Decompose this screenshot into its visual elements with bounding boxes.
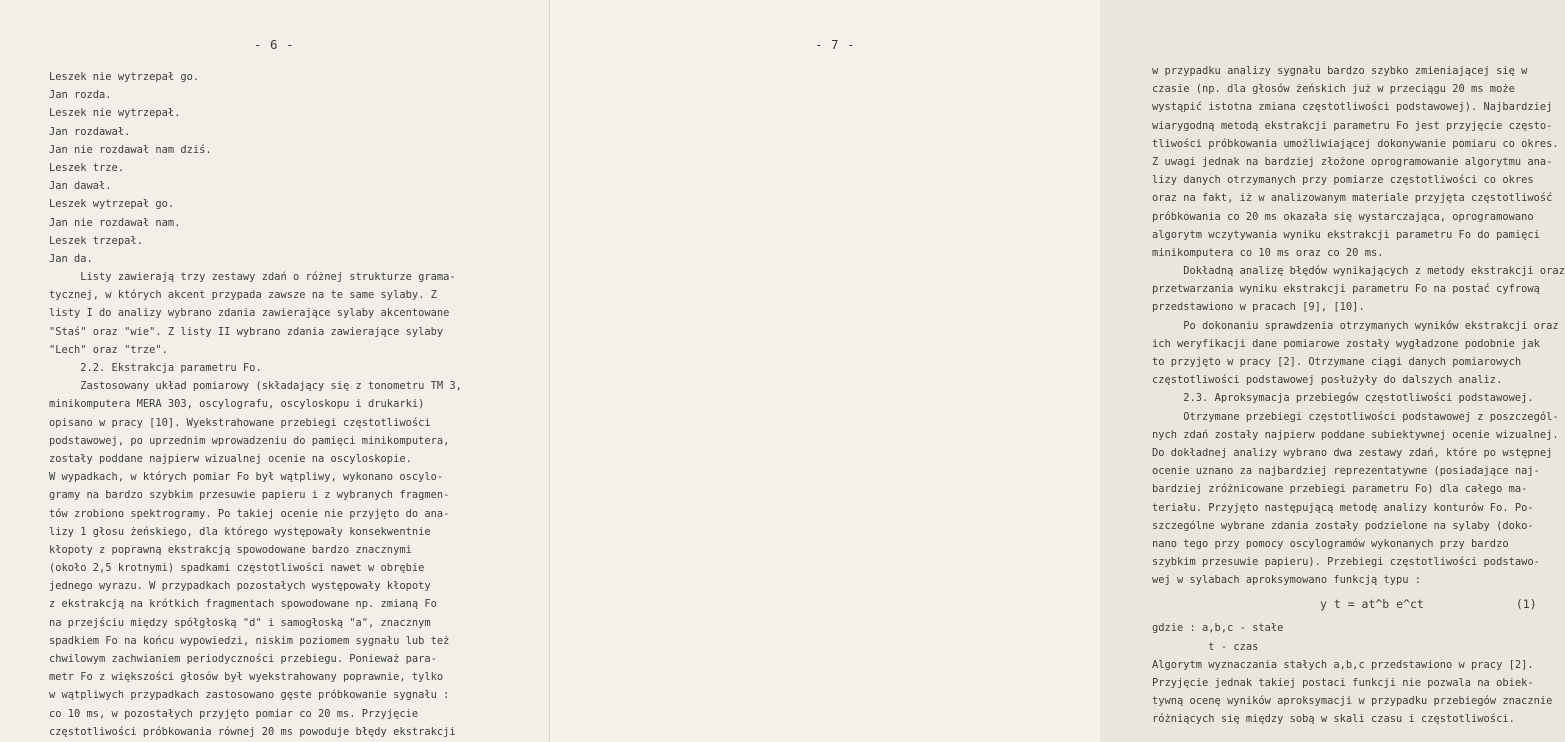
text-line: minikomputera co 10 ms oraz co 20 ms. xyxy=(1152,246,1384,259)
text-line: Po dokonaniu sprawdzenia otrzymanych wyników ekstrakcji oraz xyxy=(1152,319,1559,332)
right-page-number: - 7 - xyxy=(815,37,856,52)
text-line: (około 2,5 krotnymi) spadkami częstotliwości nawet w obrębie xyxy=(49,562,425,575)
text-line: próbkowania co 20 ms okazała się wystarczająca, oprogramowano xyxy=(1152,210,1534,223)
text-line: ich weryfikacji dane pomiarowe zostały wygładzone podobnie jak xyxy=(1152,337,1540,350)
text-line: wej w sylabach aproksymowano funkcją typu : xyxy=(1152,574,1421,587)
text-line: Listy zawierają trzy zestawy zdań o różnej strukturze grama- xyxy=(49,271,456,284)
text-line: lizy danych otrzymanych przy pomiarze częstotliwości co okres xyxy=(1152,174,1534,187)
text-line: listy I do analizy wybrano zdania zawierające sylaby akcentowane xyxy=(49,307,450,320)
text-line: Algorytm wyznaczania stałych a,b,c przedstawiono w pracy [2]. xyxy=(1152,658,1534,671)
text-line: Leszek trzepał. xyxy=(49,234,143,247)
text-line: Leszek trze. xyxy=(49,161,125,174)
text-line: nych zdań zostały najpierw poddane subiektywnej ocenie wizualnej. xyxy=(1152,428,1559,441)
text-line: Jan rozda. xyxy=(49,89,112,102)
text-line: w przypadku analizy sygnału bardzo szybko zmieniającej się w xyxy=(1152,65,1528,77)
text-line: przetwarzania wyniku ekstrakcji parametru Fo na postać cyfrową xyxy=(1152,283,1540,296)
text-line: gdzie : a,b,c - stałe xyxy=(1152,622,1284,635)
left-page-body xyxy=(49,68,462,741)
text-line: to przyjęto w pracy [2]. Otrzymane ciągi danych pomiarowych xyxy=(1152,356,1522,368)
text-line: tycznej, w których akcent przypada zawsze na te same sylaby. Z xyxy=(49,289,437,302)
text-line: zostały poddane najpierw wizualnej ocenie na oscyloskopie. xyxy=(49,452,412,465)
text-line: t - czas xyxy=(1152,640,1259,653)
text-line: algorytm wczytywania wyniku ekstrakcji parametru Fo do pamięci xyxy=(1152,228,1540,241)
text-line: "Lech" oraz "trze". xyxy=(49,343,168,356)
text-line: na przejściu między spółgłoską "d" i samogłoską "a", znacznym xyxy=(49,616,431,629)
text-line: częstotliwości próbkowania równej 20 ms powoduje błędy ekstrakcji xyxy=(49,725,456,738)
text-line: oraz na fakt, iż w analizowanym materiale przyjęta częstotliwość xyxy=(1152,192,1553,205)
text-line: Jan da. xyxy=(49,252,93,265)
equation-line xyxy=(1152,589,1565,619)
text-line: wiarygodną metodą ekstrakcji parametru Fo jest przyjęcie często- xyxy=(1152,119,1553,132)
text-line: wystąpić istotna zmiana częstotliwości podstawowej). Najbardziej xyxy=(1152,101,1553,114)
right-page xyxy=(550,0,1565,742)
text-line: Leszek nie wytrzepał. xyxy=(49,107,181,120)
text-line: Leszek wytrzepał go. xyxy=(49,198,175,211)
text-line: lizy 1 głosu żeńskiego, dla którego występowały konsekwentnie xyxy=(49,525,431,538)
text-line: tliwości próbkowania umożliwiającej dokonywanie pomiaru co okres. xyxy=(1152,137,1559,150)
text-line: co 10 ms, w pozostałych przyjęto pomiar co 20 ms. Przyjęcie xyxy=(49,707,419,720)
text-line: W wypadkach, w których pomiar Fo był wątpliwy, wykonano oscylo- xyxy=(49,471,444,484)
text-line: 2.2. Ekstrakcja parametru Fo. xyxy=(49,362,262,374)
text-line: Jan nie rozdawał nam. xyxy=(49,216,181,229)
left-page xyxy=(0,0,550,742)
text-line: podstawowej, po uprzednim wprowadzeniu do pamięci minikomputera, xyxy=(49,434,450,447)
text-line: przedstawiono w pracach [9], [10]. xyxy=(1152,301,1365,314)
text-line: Do dokładnej analizy wybrano dwa zestawy zdań, które po wstępnej xyxy=(1152,446,1553,459)
text-line: Otrzymane przebiegi częstotliwości podstawowej z poszczegól- xyxy=(1152,410,1559,423)
text-line: chwilowym zachwianiem periodyczności przebiegu. Ponieważ para- xyxy=(49,653,437,665)
text-line: tywną ocenę wyników aproksymacji w przypadku przebiegów znacznie xyxy=(1152,695,1553,708)
text-line: z ekstrakcją na krótkich fragmentach spowodowane np. zmianą Fo xyxy=(49,598,437,611)
equation-number: (1) xyxy=(1515,597,1537,612)
text-line: metr Fo z większości głosów był wyekstrahowany poprawnie, tylko xyxy=(49,671,444,684)
equation: y t = at^b e^ct xyxy=(1320,597,1424,612)
text-line: różniących się między sobą w skali czasu i częstotliwości. xyxy=(1152,713,1515,726)
text-line: Jan rozdawał. xyxy=(49,125,131,138)
text-line: kłopoty z poprawną ekstrakcją spowodowane bardzo znacznymi xyxy=(49,543,412,556)
text-line: tów zrobiono spektrogramy. Po takiej ocenie nie przyjęto do ana- xyxy=(49,507,450,520)
text-line: szczególne wybrane zdania zostały podzielone na sylaby (doko- xyxy=(1152,519,1534,532)
text-line: Z uwagi jednak na bardziej złożone oprogramowanie algorytmu ana- xyxy=(1152,155,1553,168)
text-line: opisano w pracy [10]. Wyekstrahowane przebiegi częstotliwości xyxy=(49,416,431,429)
text-line: Leszek nie wytrzepał go. xyxy=(49,71,200,83)
right-page-body xyxy=(1152,62,1565,729)
text-line: nano tego przy pomocy oscylogramów wykonanych przy bardzo xyxy=(1152,537,1509,550)
text-line: 2.3. Aproksymacja przebiegów częstotliwości podstawowej. xyxy=(1152,392,1534,405)
text-line: spadkiem Fo na końcu wypowiedzi, niskim poziomem sygnału lub też xyxy=(49,634,450,647)
text-line: Jan dawał. xyxy=(49,180,112,193)
text-line: częstotliwości podstawowej posłużyły do dalszych analiz. xyxy=(1152,374,1503,387)
text-line: Jan nie rozdawał nam dziś. xyxy=(49,143,212,156)
text-line: szybkim przesuwie papieru). Przebiegi częstotliwości podstawo- xyxy=(1152,556,1540,569)
text-line: Dokładną analizę błędów wynikających z metody ekstrakcji oraz xyxy=(1152,265,1565,278)
text-line: gramy na bardzo szybkim przesuwie papieru i z wybranych fragmen- xyxy=(49,489,450,502)
text-line: w wątpliwych przypadkach zastosowano gęste próbkowanie sygnału : xyxy=(49,689,450,702)
text-line: "Staś" oraz "wie". Z listy II wybrano zdania zawierające sylaby xyxy=(49,325,444,338)
text-line: jednego wyrazu. W przypadkach pozostałych występowały kłopoty xyxy=(49,580,431,593)
text-line: ocenie uznano za najbardziej reprezentatywne (posiadające naj- xyxy=(1152,465,1540,478)
text-line: Przyjęcie jednak takiej postaci funkcji nie pozwala na obiek- xyxy=(1152,677,1534,689)
text-line: bardziej zróżnicowane przebiegi parametru Fo) dla całego ma- xyxy=(1152,483,1528,496)
text-line: minikomputera MERA 303, oscylografu, oscyloskopu i drukarki) xyxy=(49,398,425,411)
left-page-number: - 6 - xyxy=(254,37,295,52)
text-line: Zastosowany układ pomiarowy (składający się z tonometru TM 3, xyxy=(49,380,462,393)
text-line: czasie (np. dla głosów żeńskich już w przeciągu 20 ms może xyxy=(1152,83,1515,96)
text-line: teriału. Przyjęto następującą metodę analizy konturów Fo. Po- xyxy=(1152,501,1534,514)
